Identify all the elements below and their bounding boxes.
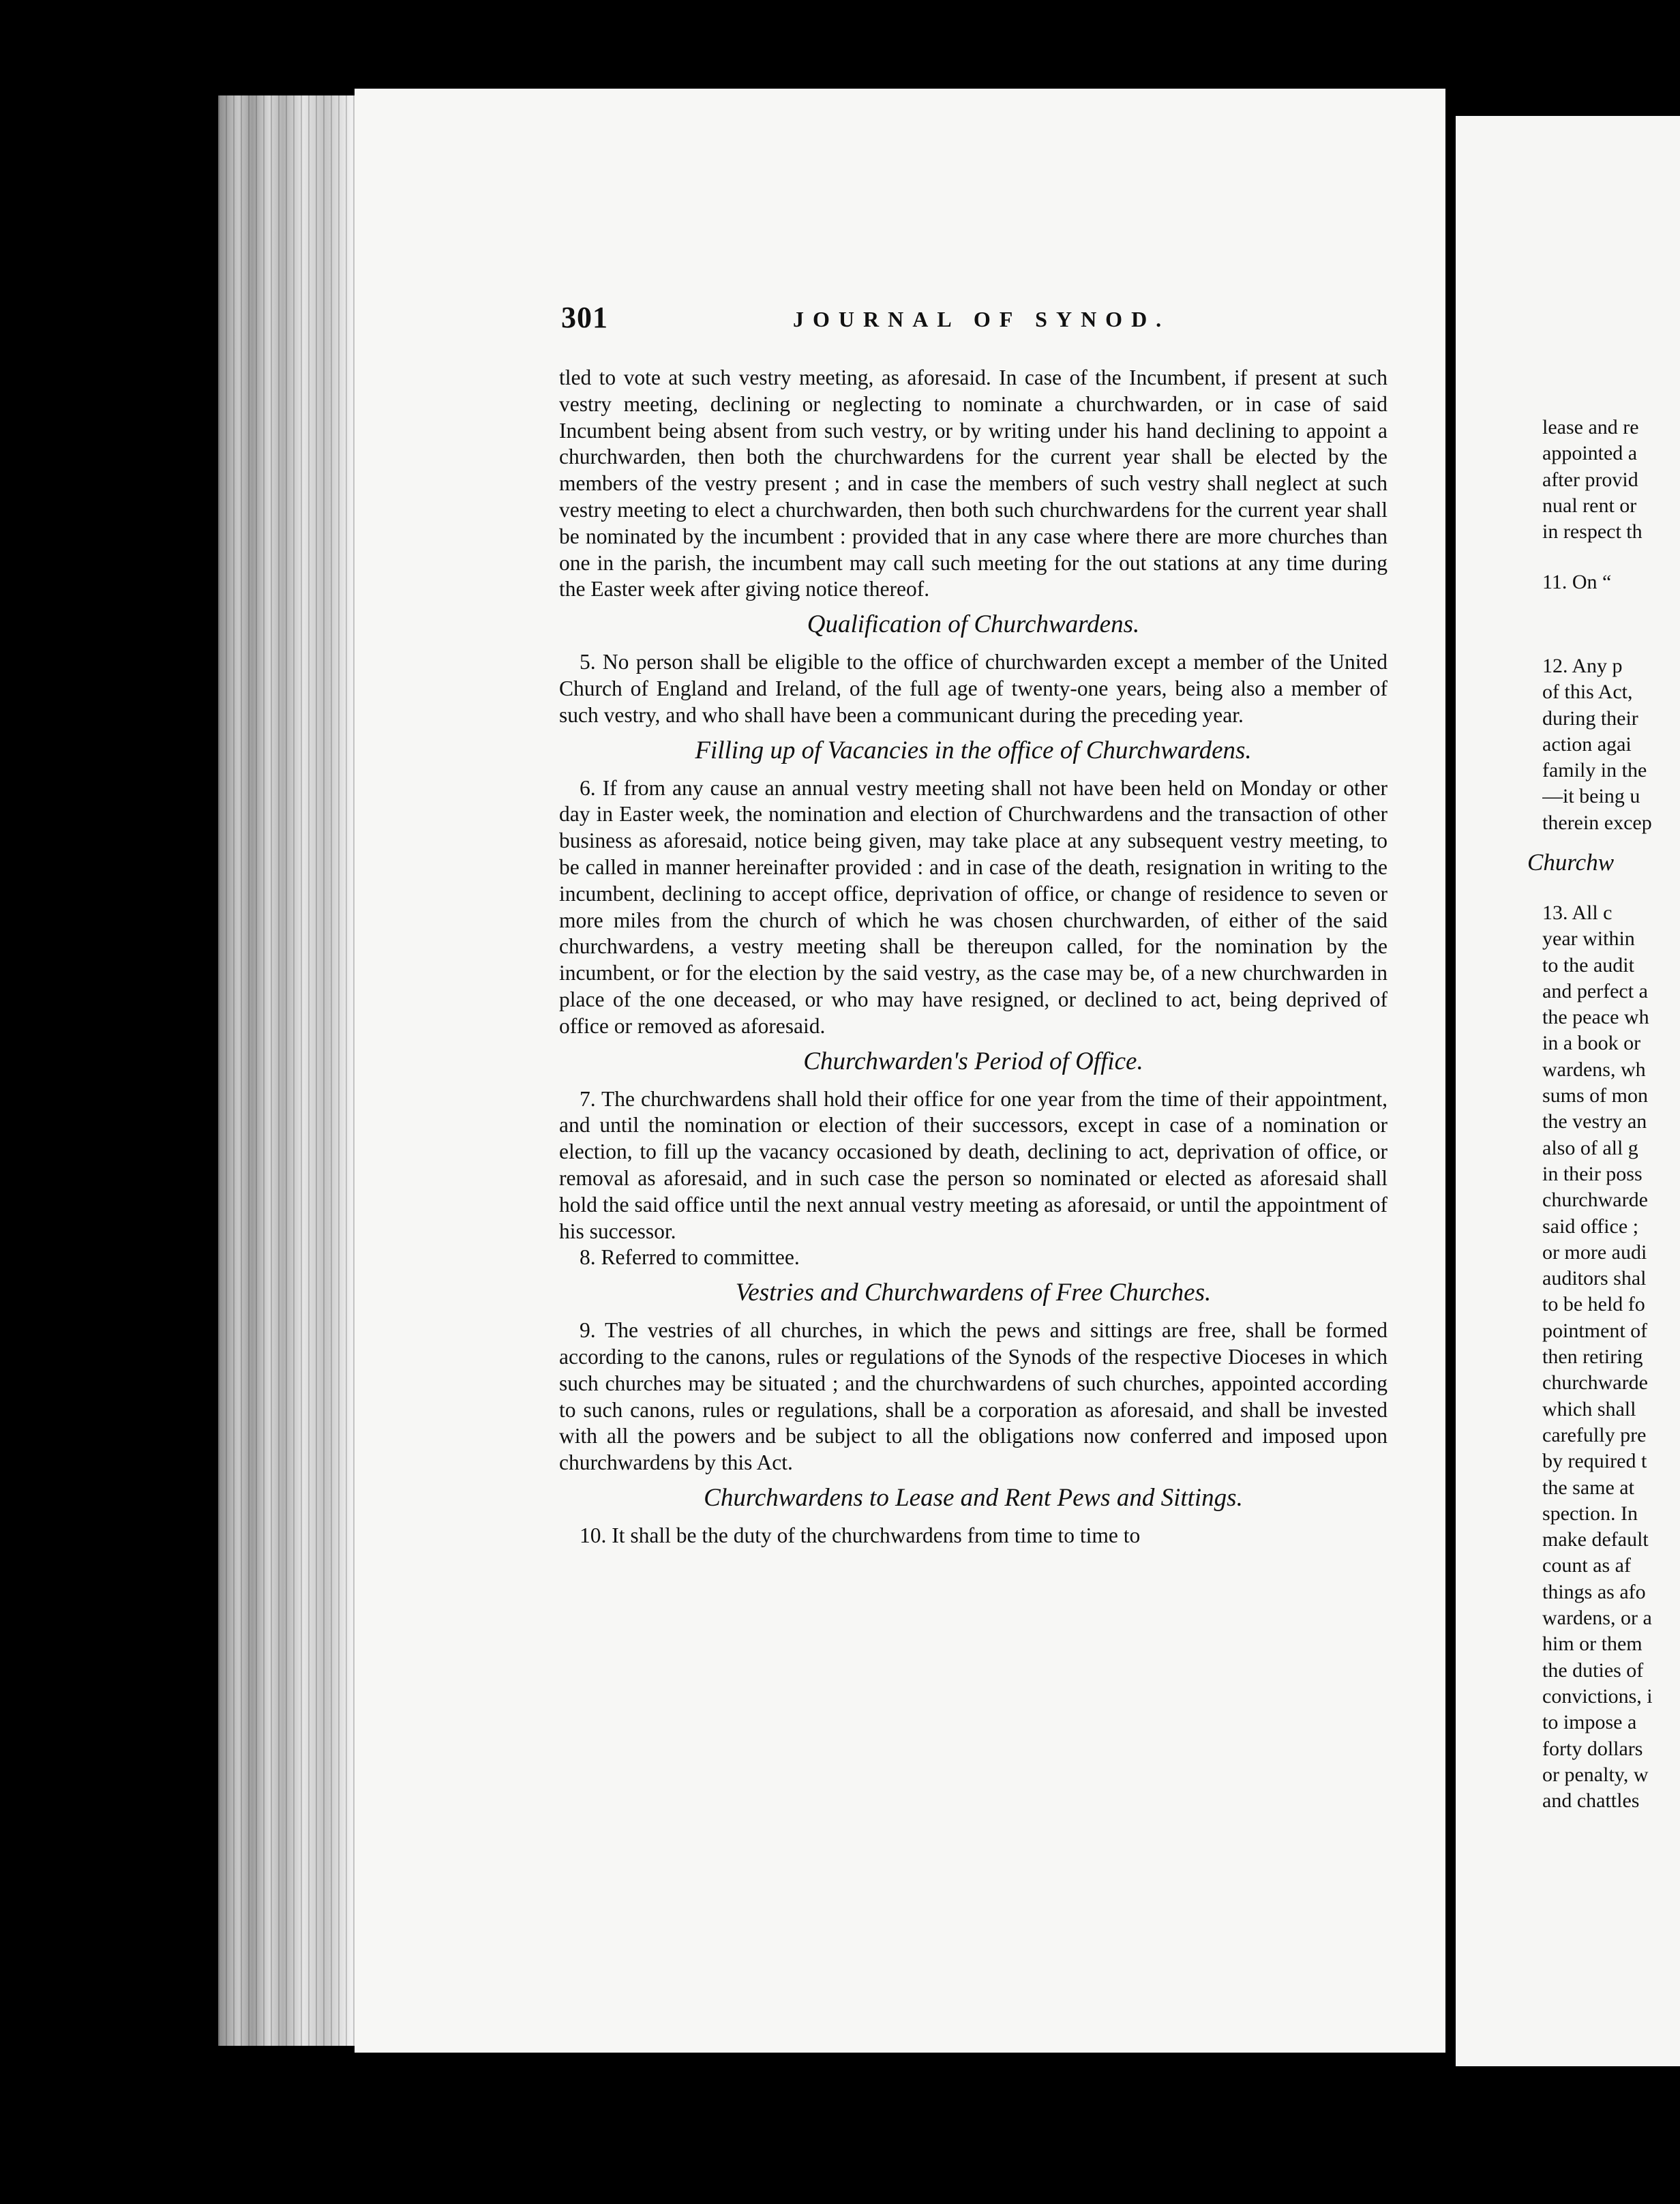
facing-line: of this Act, — [1542, 681, 1633, 704]
facing-line: him or them — [1542, 1633, 1642, 1656]
facing-line: count as af — [1542, 1554, 1631, 1577]
paragraph-7: 7. The churchwardens shall hold their office for one year from the time of their appointment, and until the nomination or election of their successors, except in case of a nomination or election, to fill up the vacancy occasioned by death, declining to act, deprivation of office, or removal as aforesaid, and in such case the person so nominated or elected as aforesaid shall hold the said office until the next annual vestry meeting as aforesaid, or until the appointment of his successor. — [559, 1086, 1388, 1243]
facing-line: lease and re — [1542, 416, 1639, 438]
page-body — [559, 365, 1388, 1549]
paragraph-8: 8. Referred to committee. — [580, 1245, 800, 1270]
facing-line: 11. On “ — [1542, 571, 1612, 593]
facing-line: spection. In — [1542, 1502, 1638, 1525]
facing-line: therein excep — [1542, 811, 1652, 834]
facing-line-11 — [1542, 569, 1680, 595]
facing-heading: Churchw — [1527, 849, 1615, 876]
facing-line: or more audi — [1542, 1240, 1647, 1264]
facing-line: to the audit — [1542, 953, 1634, 977]
running-head — [561, 300, 1393, 341]
section-heading-lease: Churchwardens to Lease and Rent Pews and Sittings. — [704, 1483, 1243, 1512]
section-heading-vacancies: Filling up of Vacancies in the office of Churchwardens. — [695, 736, 1252, 764]
facing-line: which shall — [1542, 1397, 1636, 1420]
facing-line: 12. Any p — [1542, 655, 1623, 677]
facing-line: then retiring — [1542, 1345, 1643, 1369]
facing-line: churchwarde — [1542, 1189, 1648, 1212]
section-heading-period: Churchwarden's Period of Office. — [803, 1047, 1143, 1075]
section-heading-qualification: Qualification of Churchwardens. — [807, 610, 1140, 639]
facing-line: to impose a — [1542, 1711, 1637, 1734]
facing-line: the same at — [1542, 1476, 1634, 1499]
facing-line: during their — [1542, 706, 1638, 730]
facing-line: —it being u — [1542, 785, 1640, 808]
facing-line: 13. All c — [1542, 902, 1612, 924]
facing-line: or penalty, w — [1542, 1763, 1649, 1786]
facing-line: churchwarde — [1542, 1371, 1648, 1395]
facing-line: by required t — [1542, 1450, 1647, 1473]
facing-line: also of all g — [1542, 1136, 1638, 1159]
facing-line: in their poss — [1542, 1162, 1642, 1185]
facing-line: things as afo — [1542, 1580, 1646, 1603]
facing-line: appointed a — [1542, 442, 1638, 465]
facing-line: in a book or — [1542, 1032, 1641, 1055]
facing-line: said office ; — [1542, 1215, 1639, 1238]
facing-line: auditors shal — [1542, 1267, 1647, 1290]
facing-line: pointment of — [1542, 1319, 1648, 1342]
page-number: 301 — [561, 301, 608, 334]
facing-block-b — [1542, 653, 1680, 836]
facing-line: the peace wh — [1542, 1006, 1649, 1029]
facing-line: in respect th — [1542, 520, 1642, 543]
facing-line: nual rent or — [1542, 494, 1637, 517]
facing-line: make default — [1542, 1528, 1649, 1551]
facing-line: and perfect a — [1542, 979, 1648, 1002]
facing-line: family in the — [1542, 759, 1647, 782]
journal-title: JOURNAL OF SYNOD. — [793, 307, 1171, 331]
facing-line: sums of mon — [1542, 1084, 1649, 1107]
facing-line: the duties of — [1542, 1658, 1644, 1682]
facing-line: wardens, or a — [1542, 1607, 1652, 1630]
paragraph-9: 9. The vestries of all churches, in which the pews and sittings are free, shall be formed according to the canons, rules or regulations of the Synods of the respective Dioceses in which such churches may be situated ; and the churchwardens of such churches, appointed according to such canons, rules or regulations, shall be a corporation as aforesaid, and shall be invested with all the powers and be subject to all the obligations now conferred and imposed upon churchwardens by this Act. — [559, 1318, 1388, 1475]
facing-line: the vestry an — [1542, 1110, 1647, 1133]
facing-block-c — [1542, 900, 1680, 1814]
paragraph-continued: tled to vote at such vestry meeting, as aforesaid. In case of the Incumbent, if present at such vestry meeting, declining or neglecting to nominate a churchwarden, or in case of said Incumbent being absent from such vestry, or by writing under his hand declining to appoint a churchwarden, then both the churchwardens for the current year shall be elected by the members of the vestry present ; and in case the members of such vestry shall neglect at such vestry meeting to elect a churchwarden, then both such churchwardens for the current year shall be nominated by the incumbent : provided that in any case where there are more churches than one in the parish, the incumbent may call such meeting for the out stations at any time during the Easter week after giving notice thereof. — [559, 366, 1388, 601]
facing-line: year within — [1542, 927, 1635, 951]
paragraph-6: 6. If from any cause an annual vestry meeting shall not have been held on Monday or other day in Easter week, the nomination and election of Churchwardens and the transaction of other business as aforesaid, notice being given, may take place at any subsequent vestry meeting, to be called in manner hereinafter provided : and in case of the death, resignation in writing to the incumbent, declining to accept office, deprivation of office, or change of residence to seven or more miles from the church of which he was chosen churchwarden, of either of the said churchwardens, a vestry meeting shall be thereupon called, for the nomination by the incumbent, or for the election by the said vestry, as the case may be, of a new churchwarden in place of the one deceased, or who may have resigned, or declined to act, being deprived of office or removed as aforesaid. — [559, 775, 1388, 1038]
facing-line: after provid — [1542, 468, 1638, 491]
facing-line: to be held fo — [1542, 1293, 1645, 1316]
facing-block-a — [1542, 415, 1680, 545]
paragraph-5: 5. No person shall be eligible to the office of churchwarden except a member of the United Church of England and Ireland, of the full age of twenty-one years, being also a member of such vestry, and who shall have been a communicant during the preceding year. — [559, 650, 1388, 727]
facing-line: forty dollars — [1542, 1737, 1643, 1760]
facing-line: action agai — [1542, 732, 1632, 756]
facing-line: convictions, i — [1542, 1684, 1653, 1708]
section-heading-free-churches: Vestries and Churchwardens of Free Churches. — [735, 1279, 1212, 1307]
facing-line: and chattles — [1542, 1789, 1640, 1813]
facing-line: carefully pre — [1542, 1423, 1647, 1446]
facing-line: wardens, wh — [1542, 1058, 1646, 1081]
paragraph-10: 10. It shall be the duty of the churchwardens from time to time to — [580, 1523, 1141, 1547]
